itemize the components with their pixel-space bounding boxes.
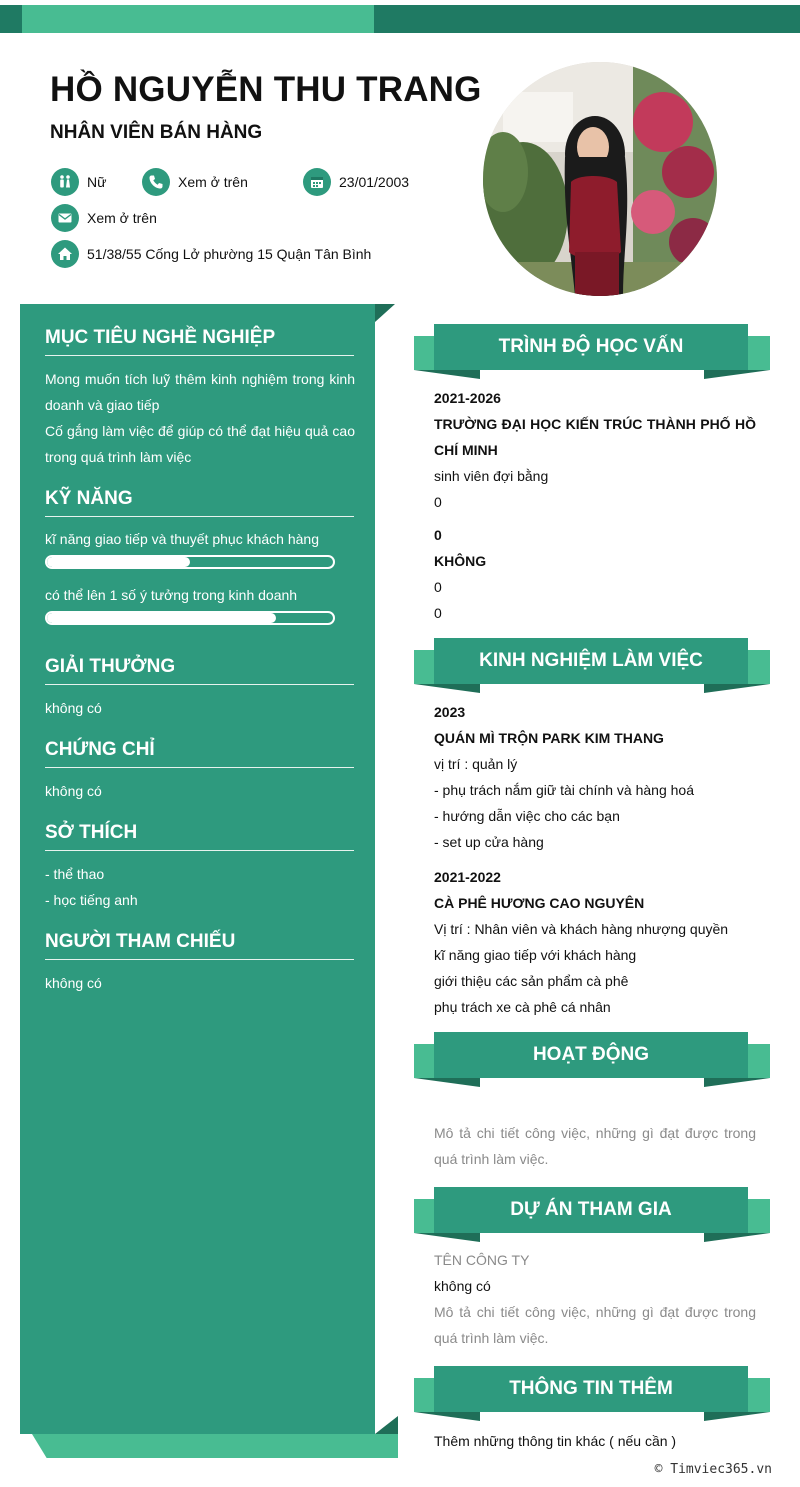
- skill-level-fill: [47, 557, 190, 567]
- email-info: [51, 204, 157, 232]
- objective-heading: MỤC TIÊU NGHỀ NGHIỆP: [45, 327, 354, 356]
- gender-icon: [51, 168, 79, 196]
- experience-period: 2023: [434, 704, 466, 720]
- hobbies-list: [45, 861, 355, 913]
- copyright-footer: © Timviec365.vn: [654, 1462, 772, 1477]
- address-info: [51, 240, 371, 268]
- additional-text: Thêm những thông tin khác ( nếu cần ): [434, 1433, 677, 1449]
- profile-photo-image: [483, 62, 717, 296]
- profile-photo: [483, 62, 717, 296]
- experience-entry: [434, 699, 756, 855]
- education-detail: 0: [434, 579, 442, 595]
- education-school: TRƯỜNG ĐẠI HỌC KIẾN TRÚC THÀNH PHỐ HỒ CHÍ MINH: [434, 416, 756, 458]
- skill-label: có thể lên 1 số ý tưởng trong kinh doanh: [45, 587, 298, 603]
- experience-company: CÀ PHÊ HƯƠNG CAO NGUYÊN: [434, 895, 645, 911]
- experience-heading: [414, 638, 770, 694]
- awards-text: không có: [45, 700, 102, 716]
- education-entry: [434, 522, 756, 626]
- email-text: Xem ở trên: [87, 210, 157, 226]
- skill-level-fill: [47, 613, 276, 623]
- birthday-text: 23/01/2003: [339, 174, 410, 190]
- job-title: NHÂN VIÊN BÁN HÀNG: [50, 122, 263, 143]
- home-icon: [51, 240, 79, 268]
- experience-line: giới thiệu các sản phẩm cà phê: [434, 973, 629, 989]
- education-period: 2021-2026: [434, 390, 501, 406]
- projects-heading: [414, 1187, 770, 1243]
- education-detail: 0: [434, 605, 442, 621]
- additional-heading: [414, 1366, 770, 1422]
- candidate-name: HỒ NGUYỄN THU TRANG: [50, 70, 482, 109]
- objective-line: Cố gắng làm việc để giúp có thể đạt hiệu quả cao trong quá trình làm việc: [45, 423, 355, 465]
- education-heading-label: TRÌNH ĐỘ HỌC VẤN: [434, 324, 748, 370]
- mail-icon: [51, 204, 79, 232]
- experience-line: vị trí : quản lý: [434, 756, 518, 772]
- project-description: Mô tả chi tiết công việc, những gì đạt được trong quá trình làm việc.: [434, 1304, 756, 1346]
- additional-entry: [434, 1428, 756, 1454]
- gender-text: Nữ: [87, 174, 107, 190]
- education-period: 0: [434, 527, 442, 543]
- objective-text: [45, 366, 355, 470]
- education-detail: 0: [434, 494, 442, 510]
- experience-period: 2021-2022: [434, 869, 501, 885]
- certificates-heading: CHỨNG CHỈ: [45, 739, 354, 768]
- objective-line: Mong muốn tích luỹ thêm kinh nghiệm trong kinh doanh và giao tiếp: [45, 371, 355, 413]
- activities-description: Mô tả chi tiết công việc, những gì đạt được trong quá trình làm việc.: [434, 1125, 756, 1167]
- skill-level-bar: [45, 555, 335, 569]
- additional-heading-label: THÔNG TIN THÊM: [434, 1366, 748, 1412]
- education-school: KHÔNG: [434, 553, 487, 569]
- project-value: không có: [434, 1278, 491, 1294]
- skill-label: kĩ năng giao tiếp và thuyết phục khách hàng: [45, 531, 319, 547]
- activities-entry: [434, 1120, 756, 1172]
- references-heading: NGƯỜI THAM CHIẾU: [45, 931, 354, 960]
- phone-text: Xem ở trên: [178, 174, 248, 190]
- activities-heading: [414, 1032, 770, 1088]
- projects-entry: [434, 1247, 756, 1351]
- hobby-item: - học tiếng anh: [45, 892, 138, 908]
- experience-line: kĩ năng giao tiếp với khách hàng: [434, 947, 637, 963]
- hobby-item: - thể thao: [45, 866, 105, 882]
- experience-line: - set up cửa hàng: [434, 834, 544, 850]
- gender-info: [51, 168, 106, 196]
- skills-heading: KỸ NĂNG: [45, 488, 354, 517]
- projects-heading-label: DỰ ÁN THAM GIA: [434, 1187, 748, 1233]
- sidebar-bottom-band: [32, 1434, 398, 1458]
- sidebar-fold-bottom: [375, 1416, 398, 1434]
- education-entry: [434, 385, 756, 515]
- calendar-icon: [303, 168, 331, 196]
- awards-heading: GIẢI THƯỞNG: [45, 656, 354, 685]
- experience-company: QUÁN MÌ TRỘN PARK KIM THANG: [434, 730, 664, 746]
- sidebar-fold-top: [375, 304, 395, 322]
- education-heading: [414, 324, 770, 380]
- hobbies-heading: SỞ THÍCH: [45, 822, 354, 851]
- experience-heading-label: KINH NGHIỆM LÀM VIỆC: [434, 638, 748, 684]
- references-text: không có: [45, 975, 102, 991]
- activities-heading-label: HOẠT ĐỘNG: [434, 1032, 748, 1078]
- experience-entry: [434, 864, 756, 1020]
- skill-level-bar: [45, 611, 335, 625]
- experience-line: - hướng dẫn việc cho các bạn: [434, 808, 620, 824]
- experience-line: Vị trí : Nhân viên và khách hàng nhượng quyền: [434, 921, 729, 937]
- address-text: 51/38/55 Cống Lở phường 15 Quận Tân Bình: [87, 246, 372, 262]
- project-company: TÊN CÔNG TY: [434, 1252, 530, 1268]
- experience-line: - phụ trách nắm giữ tài chính và hàng hoá: [434, 782, 694, 798]
- education-detail: sinh viên đợi bằng: [434, 468, 549, 484]
- phone-icon: [142, 168, 170, 196]
- experience-line: phụ trách xe cà phê cá nhân: [434, 999, 611, 1015]
- top-bar-light: [22, 5, 374, 33]
- phone-info: [142, 168, 248, 196]
- birthday-info: [303, 168, 409, 196]
- certificates-text: không có: [45, 783, 102, 799]
